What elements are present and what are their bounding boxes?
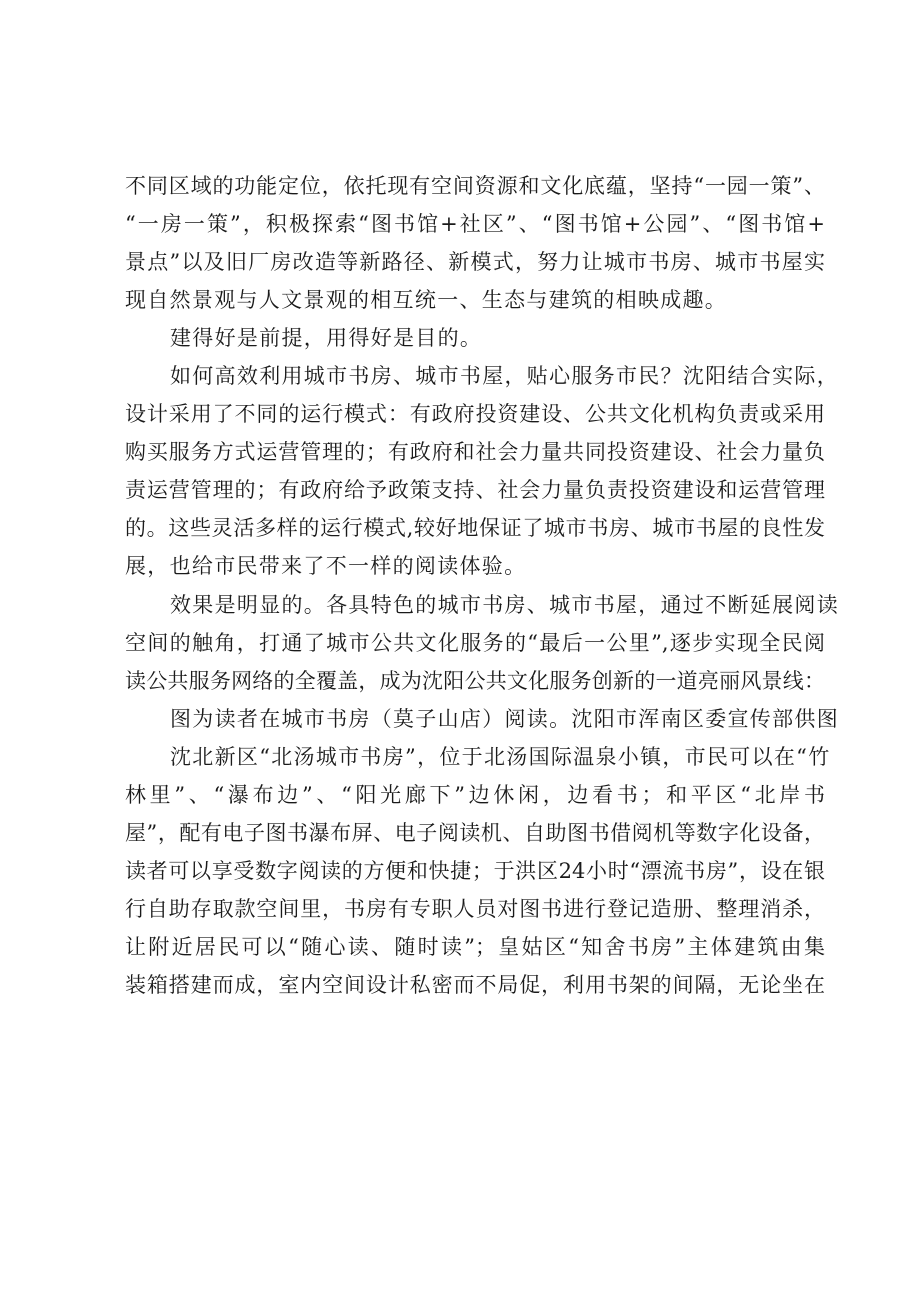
text-line: 读者可以享受数字阅读的方便和快捷；于洪区24小时“漂流书房”，设在银 [125, 858, 825, 883]
text-line: 展，也给市民带来了不一样的阅读体验。 [125, 554, 527, 579]
paragraph-first-line: 如何高效利用城市书房、城市书屋，贴心服务市民？沈阳结合实际， [170, 364, 839, 389]
text-line: 空间的触角，打通了城市公共文化服务的“最后一公里”,逐步实现全民阅 [125, 630, 825, 655]
text-line: 设计采用了不同的运行模式：有政府投资建设、公共文化机构负责或采用 [125, 402, 825, 427]
text-line: 景点”以及旧厂房改造等新路径、新模式，努力让城市书房、城市书屋实 [125, 250, 825, 275]
text-line: 让附近居民可以“随心读、随时读”；皇姑区“知舍书房”主体建筑由集 [125, 934, 825, 959]
paragraph-first-line: 效果是明显的。各具特色的城市书房、城市书屋，通过不断延展阅读 [170, 592, 839, 617]
text-line: 购买服务方式运营管理的；有政府和社会力量共同投资建设、社会力量负 [125, 440, 825, 465]
text-line: 不同区域的功能定位，依托现有空间资源和文化底蕴，坚持“一园一策”、 [125, 174, 825, 198]
text-line: 的。这些灵活多样的运行模式,较好地保证了城市书房、城市书屋的良性发 [125, 516, 825, 541]
body-text [125, 167, 839, 1004]
paragraph-first-line: 建得好是前提，用得好是目的。 [170, 326, 483, 351]
text-line: 屋”，配有电子图书瀑布屏、电子阅读机、自助图书借阅机等数字化设备， [125, 820, 825, 845]
text-line: 装箱搭建而成，室内空间设计私密而不局促，利用书架的间隔，无论坐在 [125, 972, 825, 997]
text-line: 现自然景观与人文景观的相互统一、生态与建筑的相映成趣。 [125, 288, 728, 313]
text-line: 林里”、“瀑布边”、“阳光廊下”边休闲，边看书；和平区“北岸书 [125, 782, 825, 807]
text-line: 读公共服务网络的全覆盖，成为沈阳公共文化服务创新的一道亮丽风景线： [125, 668, 825, 693]
text-line: “一房一策”，积极探索“图书馆+社区”、“图书馆+公园”、“图书馆+ [125, 212, 825, 237]
paragraph-first-line: 沈北新区“北汤城市书房”，位于北汤国际温泉小镇，市民可以在“竹 [170, 744, 831, 769]
text-line: 行自助存取款空间里，书房有专职人员对图书进行登记造册、整理消杀， [125, 896, 825, 921]
photo-caption: 图为读者在城市书房（莫子山店）阅读。沈阳市浑南区委宣传部供图 [170, 706, 839, 731]
text-line: 责运营管理的；有政府给予政策支持、社会力量负责投资建设和运营管理 [125, 478, 825, 503]
